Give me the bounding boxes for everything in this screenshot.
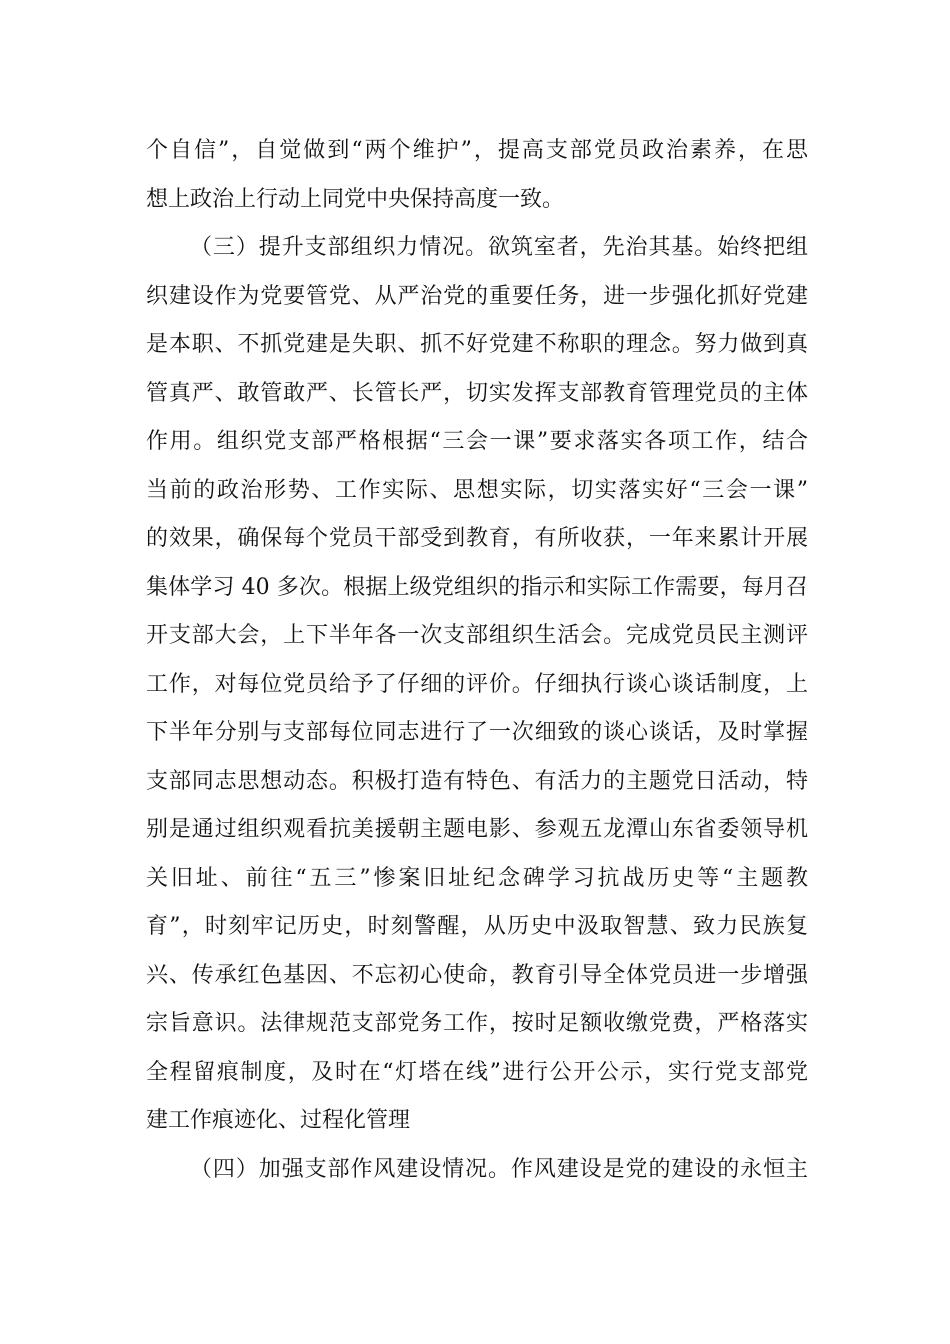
text-line: 关旧址、前往“五三”惨案旧址纪念碑学习抗战历史等“主题教 (146, 865, 808, 891)
text-line: 兴、传承红色基因、不忘初心使命，教育引导全体党员进一步增强 (146, 962, 808, 988)
text-line: 管真严、敢管敢严、长管长严，切实发挥支部教育管理党员的主体 (146, 380, 808, 406)
text-line: 当前的政治形势、工作实际、思想实际，切实落实好“三会一课” (146, 477, 808, 503)
text-line: 下半年分别与支部每位同志进行了一次细致的谈心谈话，及时掌握 (146, 720, 808, 745)
text-line: 集体学习 40 多次。根据上级党组织的指示和实际工作需要，每月召 (146, 574, 808, 600)
text-line: 个自信”，自觉做到“两个维护”，提高支部党员政治素养，在思 (146, 138, 808, 163)
text-line: 想上政治上行动上同党中央保持高度一致。 (146, 186, 565, 212)
paragraph-heading-line: （三）提升支部组织力情况。欲筑室者，先治其基。始终把组 (190, 235, 808, 260)
text-line: 宗旨意识。法律规范支部党务工作，按时足额收缴党费，严格落实 (146, 1011, 808, 1036)
text-line: 是本职、不抓党建是失职、抓不好党建不称职的理念。努力做到真 (146, 332, 808, 357)
text-line: 育”，时刻牢记历史，时刻警醒，从历史中汲取智慧、致力民族复 (146, 914, 808, 939)
text-line: 的效果，确保每个党员干部受到教育，有所收获，一年来累计开展 (146, 526, 808, 551)
text-line: 支部同志思想动态。积极打造有特色、有活力的主题党日活动，特 (146, 768, 808, 794)
text-line: 工作，对每位党员给予了仔细的评价。仔细执行谈心谈话制度，上 (146, 671, 808, 697)
text-line: 开支部大会，上下半年各一次支部组织生活会。完成党员民主测评 (146, 623, 808, 648)
body-text (146, 127, 808, 1194)
text-line: 全程留痕制度，及时在“灯塔在线”进行公开公示，实行党支部党 (146, 1059, 808, 1085)
text-line: 别是通过组织观看抗美援朝主题电影、参观五龙潭山东省委领导机 (146, 817, 808, 842)
text-line: 织建设作为党要管党、从严治党的重要任务，进一步强化抓好党建 (146, 283, 808, 309)
text-line: 建工作痕迹化、过程化管理 (146, 1108, 411, 1133)
text-line: 作用。组织党支部严格根据“三会一课”要求落实各项工作，结合 (146, 429, 808, 454)
paragraph-heading-line: （四）加强支部作风建设情况。作风建设是党的建设的永恒主 (190, 1156, 808, 1182)
